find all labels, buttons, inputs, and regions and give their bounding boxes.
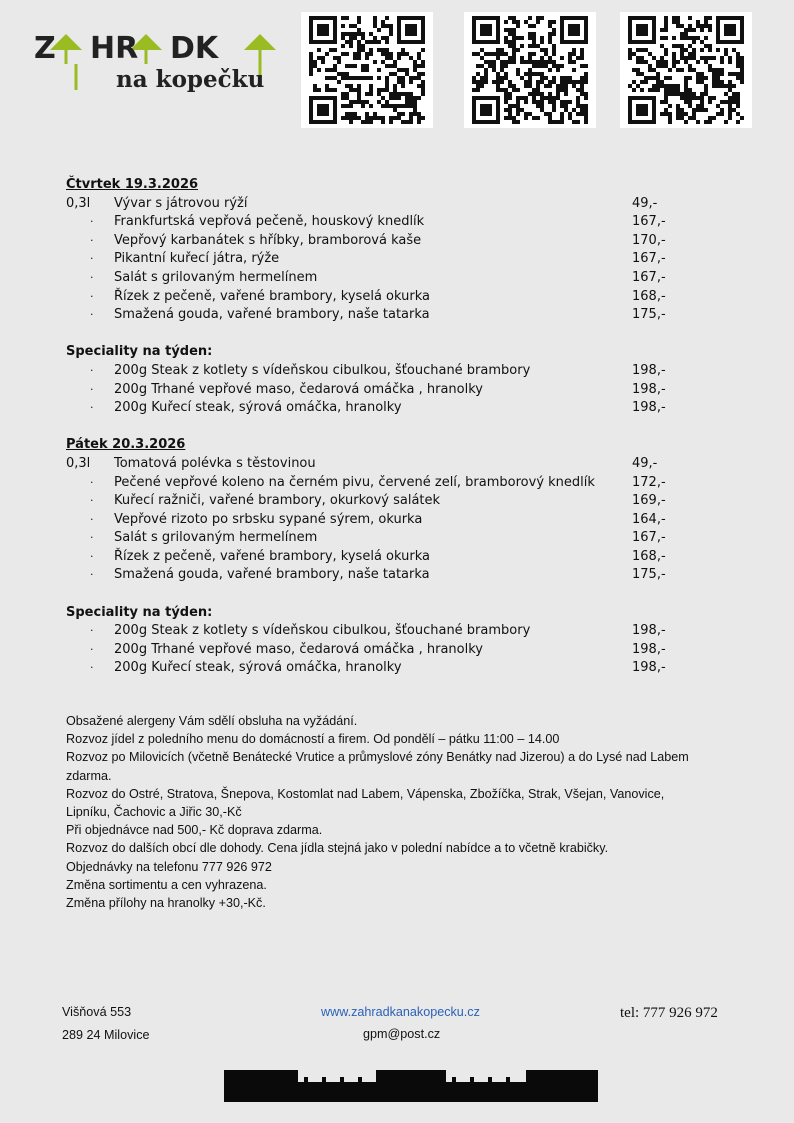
menu-item: [66, 474, 686, 493]
item-name: Řízek z pečeně, vařené brambory, kyselá okurka: [114, 548, 430, 564]
info-line: Rozvoz jídel z poledního menu do domácností a firem. Od pondělí – pátku 11:00 – 14.00: [66, 732, 560, 747]
bullet: ·: [90, 289, 94, 303]
menu-item: [66, 529, 686, 548]
footer-decoration-bar: [224, 1068, 598, 1102]
menu-item: [66, 511, 686, 530]
bullet: ·: [90, 494, 94, 508]
bullet: ·: [90, 382, 94, 396]
item-name: Vepřové rizoto po srbsku sypané sýrem, okurka: [114, 511, 423, 527]
item-name: 200g Kuřecí steak, sýrová omáčka, hranolky: [114, 660, 402, 676]
bullet: ·: [90, 252, 94, 266]
day-title-text: Čtvrtek 19.3.2026: [66, 177, 199, 192]
menu-item: [66, 250, 686, 269]
daily-menu: [66, 176, 686, 678]
logo-subtitle: na kopečku: [116, 66, 265, 93]
item-name: Řízek z pečeně, vařené brambory, kyselá okurka: [114, 288, 430, 304]
svg-text:Z: Z: [34, 31, 56, 66]
menu-item: [66, 306, 686, 325]
qr-code-3: [620, 12, 752, 128]
item-price: 170,-: [632, 232, 666, 248]
bullet: ·: [90, 549, 94, 563]
item-price: 169,-: [632, 493, 666, 509]
bullet: ·: [90, 215, 94, 229]
restaurant-logo: [30, 28, 280, 98]
soup-row: [66, 455, 686, 474]
item-price: 167,-: [632, 251, 666, 267]
qr-code-1: [301, 12, 433, 128]
website-link[interactable]: www.zahradkanakopecku.cz: [321, 1005, 480, 1019]
item-price: 175,-: [632, 567, 666, 583]
item-price: 198,-: [632, 400, 666, 416]
menu-item: [66, 213, 686, 232]
item-price: 198,-: [632, 362, 666, 378]
bullet: ·: [90, 624, 94, 638]
soup-quantity: 0,3l: [66, 455, 91, 471]
day-title: [66, 436, 686, 455]
bullet: ·: [90, 401, 94, 415]
info-line: Rozvoz do dalších obcí dle dohody. Cena jídla stejná jako v polední nabídce a to včetně krabičky.: [66, 841, 609, 856]
item-price: 167,-: [632, 214, 666, 230]
special-item: [66, 381, 686, 400]
qr-code-icon: [472, 16, 588, 124]
bullet: ·: [90, 308, 94, 322]
item-price: 168,-: [632, 288, 666, 304]
menu-item: [66, 548, 686, 567]
email-link[interactable]: gpm@post.cz: [363, 1027, 441, 1041]
bullet: ·: [90, 363, 94, 377]
item-price: 198,-: [632, 381, 666, 397]
item-name: Vepřový karbanátek s hříbky, bramborová kaše: [114, 232, 422, 248]
qr-code-icon: [628, 16, 744, 124]
item-name: Kuřecí ražniči, vařené brambory, okurkový salátek: [114, 493, 441, 509]
info-line: Objednávky na telefonu 777 926 972: [66, 859, 272, 874]
bullet: ·: [90, 233, 94, 247]
day-title-text: Pátek 20.3.2026: [66, 437, 186, 453]
menu-item: [66, 288, 686, 307]
info-line: Obsažené alergeny Vám sdělí obsluha na vyžádání.: [66, 714, 358, 728]
special-item: [66, 399, 686, 418]
special-item: [66, 659, 686, 678]
svg-text:HR: HR: [90, 31, 139, 66]
footer-street: Višňová 553: [62, 1005, 132, 1019]
info-line: Změna přílohy na hranolky +30,-Kč.: [66, 896, 266, 911]
bullet: ·: [90, 661, 94, 675]
item-name: 200g Trhané vepřové maso, čedarová omáčka , hranolky: [114, 641, 483, 657]
footer-phone: tel: 777 926 972: [620, 1005, 718, 1021]
soup-name: Tomatová polévka s těstovinou: [114, 455, 316, 471]
menu-item: [66, 269, 686, 288]
item-price: 167,-: [632, 269, 666, 285]
bullet: ·: [90, 270, 94, 284]
bullet: ·: [90, 512, 94, 526]
special-item: [66, 362, 686, 381]
bullet: ·: [90, 475, 94, 489]
specials-heading: Speciality na týden:: [66, 604, 213, 620]
item-name: Salát s grilovaným hermelínem: [114, 269, 318, 285]
soup-quantity: 0,3l: [66, 195, 91, 211]
menu-item: [66, 232, 686, 251]
specials-heading: Speciality na týden:: [66, 344, 213, 360]
footer-city: 289 24 Milovice: [62, 1028, 150, 1042]
item-name: 200g Kuřecí steak, sýrová omáčka, hranolky: [114, 400, 402, 416]
info-line: Změna sortimentu a cen vyhrazena.: [66, 877, 267, 892]
soup-row: [66, 195, 686, 214]
item-price: 168,-: [632, 548, 666, 564]
delivery-info: [66, 712, 696, 912]
item-name: Pečené vepřové koleno na černém pivu, červené zelí, bramborový knedlík: [114, 474, 595, 490]
item-price: 198,-: [632, 623, 666, 639]
special-item: [66, 622, 686, 641]
soup-name: Vývar s játrovou rýží: [114, 195, 248, 211]
soup-price: 49,-: [632, 195, 658, 211]
item-name: Pikantní kuřecí játra, rýže: [114, 251, 280, 267]
special-item: [66, 641, 686, 660]
item-price: 172,-: [632, 474, 666, 490]
item-name: Frankfurtská vepřová pečeně, houskový knedlík: [114, 214, 425, 230]
item-name: 200g Steak z kotlety s vídeňskou cibulkou, šťouchané brambory: [114, 362, 531, 378]
qr-code-2: [464, 12, 596, 128]
soup-price: 49,-: [632, 455, 658, 471]
bullet: ·: [90, 531, 94, 545]
svg-text:DK: DK: [170, 31, 219, 66]
info-line: Rozvoz po Milovicích (včetně Benátecké Vrutice a průmyslové zóny Benátky nad Jizerou) a do Lysé nad Labem zdarma.: [66, 750, 689, 783]
bullet: ·: [90, 642, 94, 656]
menu-item: [66, 566, 686, 585]
item-price: 198,-: [632, 641, 666, 657]
item-name: Smažená gouda, vařené brambory, naše tatarka: [114, 307, 430, 323]
item-price: 198,-: [632, 660, 666, 676]
item-price: 167,-: [632, 530, 666, 546]
item-name: 200g Trhané vepřové maso, čedarová omáčka , hranolky: [114, 381, 483, 397]
bullet: ·: [90, 568, 94, 582]
qr-code-icon: [309, 16, 425, 124]
item-name: 200g Steak z kotlety s vídeňskou cibulkou, šťouchané brambory: [114, 623, 531, 639]
item-name: Salát s grilovaným hermelínem: [114, 530, 318, 546]
item-price: 175,-: [632, 307, 666, 323]
item-name: Smažená gouda, vařené brambory, naše tatarka: [114, 567, 430, 583]
info-line: Rozvoz do Ostré, Stratova, Šnepova, Kostomlat nad Labem, Vápenska, Zbožíčka, Strak, Všejan, Vanovice, Lipníku, Čachovic a Jiřic 30,-Kč: [66, 786, 665, 820]
day-title: [66, 176, 686, 195]
info-line: Při objednávce nad 500,- Kč doprava zdarma.: [66, 823, 323, 838]
item-price: 164,-: [632, 511, 666, 527]
menu-item: [66, 492, 686, 511]
